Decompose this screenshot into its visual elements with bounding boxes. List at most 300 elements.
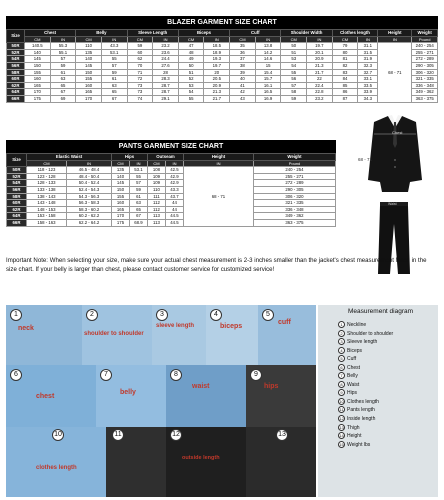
size-cell: 66R (7, 219, 27, 226)
diagram-item (338, 381, 393, 390)
photo-number: 13 (276, 429, 288, 441)
table-cell: 140.5 (25, 43, 51, 50)
table-cell: 22 (307, 76, 333, 83)
table-cell: 272 - 289 (254, 180, 336, 187)
diagram-item-label: Waist (347, 381, 360, 388)
table-cell: 16.5 (255, 89, 281, 96)
pants-header-groups (7, 154, 336, 161)
table-cell: 240 - 254 (254, 167, 336, 174)
table-cell: 62 (127, 56, 153, 63)
photo-label: hips (264, 383, 279, 390)
pants-group-header: Elastic Waist (27, 154, 112, 161)
blazer-unit-header: CM (178, 36, 204, 43)
table-cell: 133 - 138 (27, 186, 67, 193)
table-cell: 54 (281, 62, 307, 69)
table-cell: 61 (50, 69, 76, 76)
table-cell: 62.2 - 64.2 (67, 219, 112, 226)
diagram-item-number: 8 (338, 381, 345, 388)
table-cell: 39 (230, 69, 256, 76)
table-row (7, 206, 336, 213)
table-cell: 165 (112, 206, 130, 213)
table-cell: 349 - 362 (254, 213, 336, 220)
table-cell: 36 (230, 49, 256, 56)
table-cell: 43.3 (165, 186, 183, 193)
blazer-size-chart (6, 16, 438, 103)
pants-group-header: Size (7, 154, 27, 167)
table-cell: 65 (101, 89, 127, 96)
table-cell: 69 (50, 95, 76, 102)
table-cell: 61 (130, 193, 148, 200)
table-cell: 363 - 375 (412, 95, 438, 102)
pants-size-chart (6, 140, 336, 227)
table-row (7, 82, 438, 89)
table-cell: 22.8 (307, 89, 333, 96)
size-cell: 66R (7, 95, 25, 102)
table-cell: 68.9 (130, 219, 148, 226)
table-cell: 112 (147, 206, 165, 213)
table-cell: 29.1 (153, 95, 179, 102)
table-row (7, 193, 336, 200)
table-cell: 58 (281, 89, 307, 96)
size-cell: 52R (7, 173, 27, 180)
table-cell: 21.3 (307, 62, 333, 69)
table-cell: 79 (332, 43, 358, 50)
diagram-item (338, 347, 393, 356)
table-cell: 52 (178, 76, 204, 83)
table-cell: 32.3 (358, 62, 378, 69)
pants-group-header: Weight (254, 154, 336, 161)
table-cell: 18.5 (204, 43, 230, 50)
table-cell: 87 (332, 95, 358, 102)
photo-label: belly (120, 389, 136, 396)
pants-unit-header: IN (67, 160, 112, 167)
table-cell: 155 (112, 193, 130, 200)
table-cell: 33.9 (358, 89, 378, 96)
size-cell: 58R (7, 69, 25, 76)
blazer-unit-header: IN (204, 36, 230, 43)
diagram-item-label: Cuff (347, 356, 357, 363)
blazer-group-header: Clothes length (332, 30, 378, 37)
table-cell: 53.1 (130, 167, 148, 174)
table-cell: 155 (25, 69, 51, 76)
diagram-item-number: 12 (339, 416, 344, 422)
table-cell: 165 (25, 82, 51, 89)
diagram-item-number: 5 (338, 355, 345, 362)
pants-header-units (7, 160, 336, 167)
table-cell: 74 (127, 95, 153, 102)
pants-unit-header: IN (130, 160, 148, 167)
table-cell: 112 (147, 200, 165, 207)
diagram-item-label: Neckline (347, 322, 367, 328)
table-cell: 50 (178, 62, 204, 69)
diagram-item (338, 338, 393, 347)
pants-group-header: Outseam (147, 154, 183, 161)
blazer-group-header: Sleeve Length (127, 30, 178, 37)
diagram-item-number: 1 (338, 321, 345, 328)
table-row (7, 62, 438, 69)
diagram-item-number: 10 (339, 398, 344, 404)
table-cell: 56 (281, 76, 307, 83)
pants-unit-header: CM (147, 160, 165, 167)
table-cell: 57 (50, 56, 76, 63)
table-cell: 15.4 (255, 69, 281, 76)
diagram-item (338, 441, 393, 450)
diagram-item (338, 355, 393, 364)
table-cell: 56.3 - 58.3 (67, 200, 112, 207)
diagram-item (338, 364, 393, 373)
photo-number: 7 (100, 369, 112, 381)
table-cell: 43.3 (101, 43, 127, 50)
table-row (7, 180, 336, 187)
table-cell: 54 (178, 89, 204, 96)
diagram-item-label: Biceps (347, 347, 363, 354)
diagram-item-number: 6 (338, 364, 345, 371)
size-cell: 54R (7, 56, 25, 63)
size-cell: 50R (7, 43, 25, 50)
table-cell: 34.3 (358, 95, 378, 102)
blazer-header-groups (7, 30, 438, 37)
table-cell: 145 (76, 62, 102, 69)
diagram-item-label: Clothes length (347, 398, 379, 405)
blazer-group-header: Chest (25, 30, 76, 37)
table-cell: 321 - 335 (412, 76, 438, 83)
table-cell: 57 (101, 62, 127, 69)
table-cell: 46.5 - 48.4 (67, 167, 112, 174)
photo-number: 8 (170, 369, 182, 381)
photo-label: neck (18, 325, 34, 332)
size-cell: 64R (7, 213, 27, 220)
table-cell: 118 - 123 (27, 167, 67, 174)
table-cell: 111 (147, 193, 165, 200)
measurement-diagram (318, 305, 438, 497)
photo-label: clothes length (36, 465, 77, 471)
table-cell: 51 (178, 69, 204, 76)
table-cell: 40 (230, 76, 256, 83)
chest-label: Chest (392, 130, 403, 135)
table-cell: 55.1 (50, 49, 76, 56)
pants-height-cell: 68 - 71 (184, 167, 254, 226)
table-cell: 160 (112, 200, 130, 207)
table-row (7, 95, 438, 102)
table-cell: 55.3 (50, 43, 76, 50)
table-cell: 113 (147, 213, 165, 220)
photo-label: biceps (220, 323, 243, 330)
table-cell: 150 (76, 69, 102, 76)
pants-group-header: Hips (112, 154, 148, 161)
table-cell: 306 - 320 (254, 193, 336, 200)
pants-unit-header: CM (27, 160, 67, 167)
blazer-unit-header: IN (378, 36, 412, 43)
table-cell: 113 (147, 219, 165, 226)
table-cell: 140 (25, 49, 51, 56)
blazer-unit-header: CM (76, 36, 102, 43)
table-cell: 135 (76, 49, 102, 56)
table-cell: 153 - 158 (27, 213, 67, 220)
table-cell: 255 - 271 (412, 49, 438, 56)
table-cell: 15.7 (255, 76, 281, 83)
table-cell: 143 - 148 (27, 200, 67, 207)
table-cell: 336 - 348 (254, 206, 336, 213)
table-cell: 59 (101, 69, 127, 76)
table-cell: 155 (76, 76, 102, 83)
photo-label: waist (192, 383, 210, 390)
table-row (7, 173, 336, 180)
table-cell: 363 - 375 (254, 219, 336, 226)
table-cell: 54.3 - 56.3 (67, 193, 112, 200)
important-note: Important Note: When selecting your size, make sure your actual chest measurement is 2-3 inches smaller than the jacket's chest measurement listed in the size chart. If your belly is larger than chest, please contact customer service for customized service! (6, 257, 427, 274)
table-cell: 65 (130, 206, 148, 213)
size-cell: 52R (7, 49, 25, 56)
pants-unit-header: IN (165, 160, 183, 167)
blazer-group-header: Weight (412, 30, 438, 37)
table-cell: 63 (101, 82, 127, 89)
photo-number: 9 (250, 369, 262, 381)
photo-number: 3 (156, 309, 168, 321)
table-cell: 158 - 163 (27, 219, 67, 226)
table-cell: 31.1 (358, 43, 378, 50)
diagram-item-number: 11 (339, 407, 344, 413)
table-cell: 61 (101, 76, 127, 83)
table-cell: 20 (204, 69, 230, 76)
table-cell: 63 (130, 200, 148, 207)
table-cell: 170 (76, 95, 102, 102)
table-cell: 60.2 - 62.2 (67, 213, 112, 220)
table-cell: 44 (165, 200, 183, 207)
diagram-item-label: Sleeve length (347, 339, 378, 346)
table-cell: 145 (25, 56, 51, 63)
diagram-item-number: 4 (338, 347, 345, 354)
table-cell: 27.6 (153, 62, 179, 69)
table-row (7, 200, 336, 207)
table-row (7, 49, 438, 56)
table-cell: 57 (281, 82, 307, 89)
table-cell: 272 - 289 (412, 56, 438, 63)
table-cell: 72 (127, 76, 153, 83)
table-cell: 19.7 (307, 43, 333, 50)
table-cell: 59 (281, 95, 307, 102)
table-cell: 44 (165, 206, 183, 213)
table-cell: 321 - 335 (254, 200, 336, 207)
table-cell: 42.9 (165, 180, 183, 187)
table-cell: 21.3 (204, 89, 230, 96)
table-cell: 58.3 - 60.2 (67, 206, 112, 213)
table-cell: 35 (230, 43, 256, 50)
table-cell: 55 (281, 69, 307, 76)
blazer-height-label: 68 - 71 (358, 157, 373, 162)
blazer-group-header: Belly (76, 30, 127, 37)
table-cell: 170 (25, 89, 51, 96)
blazer-unit-header: CM (127, 36, 153, 43)
table-cell: 44.5 (165, 213, 183, 220)
blazer-table (6, 29, 438, 103)
photo-number: 10 (52, 429, 64, 441)
table-cell: 65 (50, 82, 76, 89)
diagram-item-label: Shoulder to shoulder (347, 330, 394, 337)
table-cell: 306 - 320 (412, 69, 438, 76)
photo-label: sleeve length (156, 323, 195, 329)
table-cell: 82 (332, 62, 358, 69)
table-cell: 22.4 (307, 82, 333, 89)
diagram-item (338, 321, 393, 330)
table-cell: 50.4 - 52.4 (67, 180, 112, 187)
table-cell: 60 (127, 49, 153, 56)
table-cell: 128 - 133 (27, 180, 67, 187)
table-cell: 33.5 (358, 82, 378, 89)
table-cell: 42.9 (165, 173, 183, 180)
table-cell: 86 (332, 89, 358, 96)
diagram-item-number: 9 (338, 389, 345, 396)
table-cell: 290 - 305 (412, 62, 438, 69)
table-cell: 37 (230, 56, 256, 63)
size-cell: 56R (7, 186, 27, 193)
table-cell: 20.9 (307, 56, 333, 63)
table-cell: 23.2 (307, 95, 333, 102)
table-cell: 67 (101, 95, 127, 102)
size-cell: 58R (7, 193, 27, 200)
table-cell: 32.7 (358, 69, 378, 76)
blazer-unit-header: IN (101, 36, 127, 43)
diagram-item (338, 406, 393, 415)
table-cell: 165 (76, 89, 102, 96)
table-cell: 49 (178, 56, 204, 63)
table-cell: 48.4 - 50.4 (67, 173, 112, 180)
photo-label: chest (36, 393, 55, 400)
table-cell: 55 (101, 56, 127, 63)
blazer-unit-header: CM (230, 36, 256, 43)
photo-number: 11 (112, 429, 124, 441)
size-cell: 62R (7, 206, 27, 213)
table-cell: 52.4 - 54.3 (67, 186, 112, 193)
table-row (7, 219, 336, 226)
blazer-chart-title: BLAZER GARMENT SIZE CHART (6, 16, 438, 29)
photo-label: shoulder to shoulder (84, 331, 144, 337)
table-cell: 255 - 271 (254, 173, 336, 180)
table-cell: 71 (127, 69, 153, 76)
table-cell: 160 (76, 82, 102, 89)
table-cell: 59 (127, 43, 153, 50)
table-cell: 70 (127, 62, 153, 69)
table-cell: 150 (25, 62, 51, 69)
table-cell: 73 (127, 82, 153, 89)
table-cell: 50 (281, 43, 307, 50)
size-cell: 64R (7, 89, 25, 96)
photo-number: 5 (262, 309, 274, 321)
blazer-header-units (7, 36, 438, 43)
diagram-item-number: 13 (339, 424, 344, 430)
blazer-unit-header: IN (153, 36, 179, 43)
photo-number: 4 (210, 309, 222, 321)
table-row (7, 76, 438, 83)
blazer-unit-header: IN (50, 36, 76, 43)
diagram-item-label: Weight (347, 441, 363, 448)
table-cell: 43.7 (165, 193, 183, 200)
diagram-item-number: 3 (338, 338, 345, 345)
table-cell: 24.4 (153, 56, 179, 63)
table-cell: 59 (50, 62, 76, 69)
table-cell: 138 - 143 (27, 193, 67, 200)
table-cell: 19.7 (204, 62, 230, 69)
table-cell: 31.9 (358, 56, 378, 63)
pants-table (6, 153, 336, 227)
table-cell: 28.7 (153, 82, 179, 89)
diagram-item-label: Height (347, 433, 362, 440)
blazer-unit-header: IN (255, 36, 281, 43)
table-cell: 290 - 305 (254, 186, 336, 193)
table-cell: 160 (25, 76, 51, 83)
diagram-item-label: Belly (347, 373, 358, 380)
blazer-unit-header: CM (25, 36, 51, 43)
blazer-group-header: Height (378, 30, 412, 37)
table-cell: 53 (281, 56, 307, 63)
diagram-item-number: 2 (338, 330, 345, 337)
table-cell: 31.5 (358, 49, 378, 56)
diagram-item-label: Pants length (347, 407, 375, 414)
table-cell: 83 (332, 69, 358, 76)
table-cell: 336 - 348 (412, 82, 438, 89)
table-cell: 81 (332, 56, 358, 63)
diagram-title: Measurement diagram (348, 308, 414, 315)
table-cell: 109 (147, 180, 165, 187)
pants-unit-header: IN (184, 160, 254, 167)
diagram-item-label: Hips (347, 390, 358, 397)
table-cell: 140 (76, 56, 102, 63)
table-row (7, 186, 336, 193)
diagram-item-number: 7 (338, 372, 345, 379)
blazer-unit-header: Pound (412, 36, 438, 43)
blazer-group-header: Shoulder Width (281, 30, 332, 37)
diagram-list (338, 321, 393, 449)
photo-number: 6 (10, 369, 22, 381)
table-cell: 21.7 (307, 69, 333, 76)
blazer-unit-header: IN (358, 36, 378, 43)
diagram-item (338, 415, 393, 424)
table-cell: 14.6 (255, 56, 281, 63)
diagram-item-number: 14 (339, 433, 344, 439)
table-row (7, 213, 336, 220)
blazer-unit-header: IN (307, 36, 333, 43)
table-cell: 170 (112, 213, 130, 220)
table-cell: 145 (112, 180, 130, 187)
measurement-photos-grid (6, 305, 316, 497)
table-cell: 41 (230, 82, 256, 89)
table-cell: 48 (178, 49, 204, 56)
table-row (7, 167, 336, 174)
table-cell: 67 (130, 213, 148, 220)
size-cell: 54R (7, 180, 27, 187)
table-cell: 38 (230, 62, 256, 69)
blazer-unit-header: CM (332, 36, 358, 43)
table-cell: 28.7 (153, 89, 179, 96)
photo-number: 1 (10, 309, 22, 321)
table-row (7, 56, 438, 63)
table-cell: 28.3 (153, 76, 179, 83)
table-cell: 80 (332, 49, 358, 56)
table-cell: 23.2 (153, 43, 179, 50)
photo-number: 2 (86, 309, 98, 321)
blazer-unit-header: CM (281, 36, 307, 43)
table-cell: 84 (332, 76, 358, 83)
table-row (7, 89, 438, 96)
size-cell: 62R (7, 82, 25, 89)
table-cell: 108 (147, 167, 165, 174)
table-cell: 44.5 (165, 219, 183, 226)
table-cell: 110 (147, 186, 165, 193)
table-cell: 33.1 (358, 76, 378, 83)
diagram-item (338, 398, 393, 407)
diagram-item-unit: lbs (362, 441, 371, 448)
pants-chart-title: PANTS GARMENT SIZE CHART (6, 140, 336, 153)
table-cell: 67 (50, 89, 76, 96)
